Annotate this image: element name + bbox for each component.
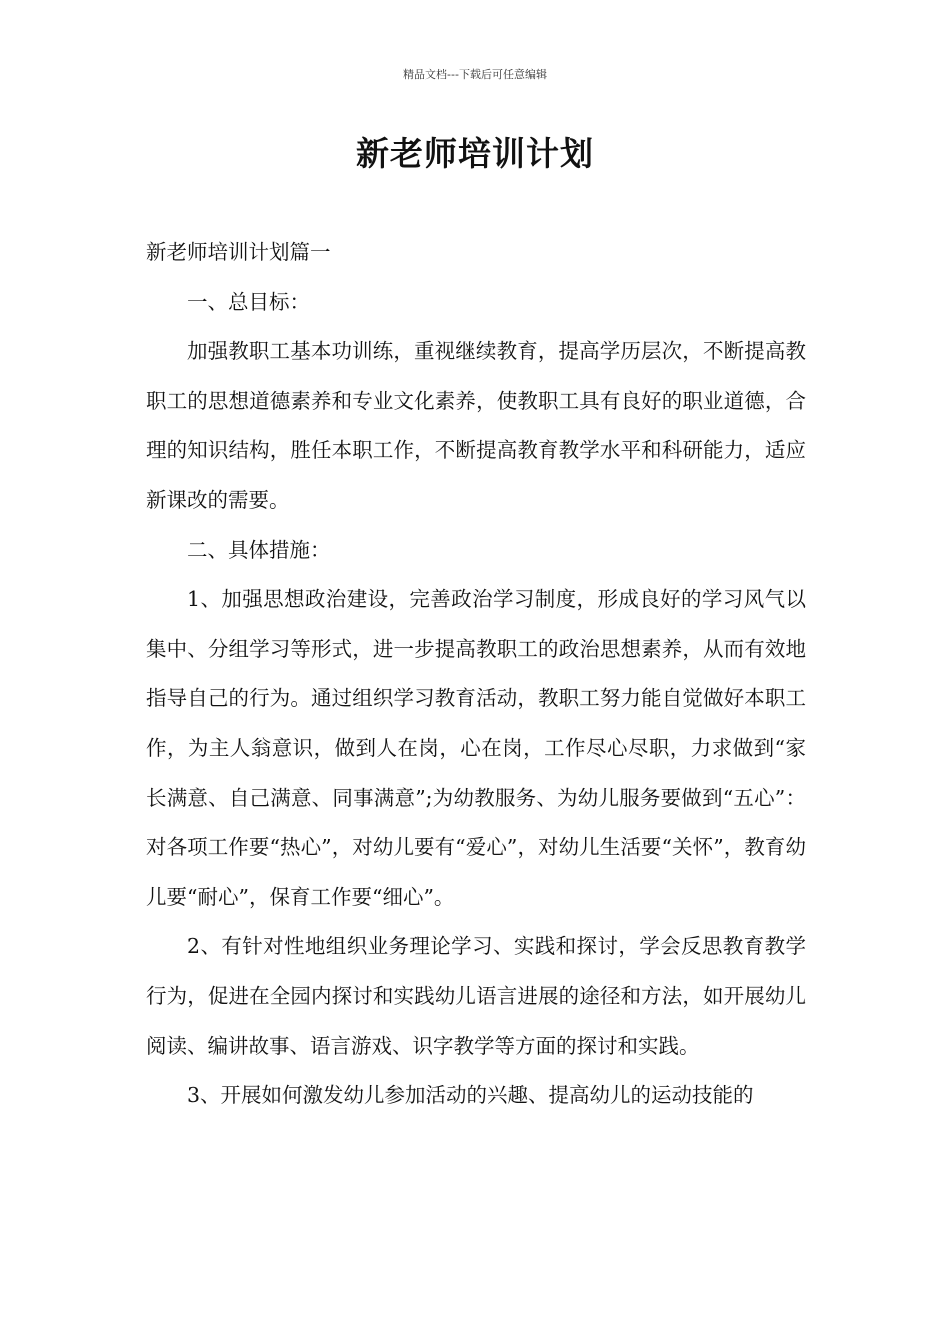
heading-specific-measures: 二、具体措施：: [187, 537, 331, 562]
heading-general-goal: 一、总目标：: [187, 289, 310, 314]
document-body: [146, 228, 806, 1121]
paragraph-measure-1: 1、加强思想政治建设，完善政治学习制度，形成良好的学习风气以集中、分组学习等形式，进一步提高教职工的政治思想素养，从而有效地指导自己的行为。通过组织学习教育活动，教职工努力能自觉做好本职工作，为主人翁意识，做到人在岗，心在岗，工作尽心尽职，力求做到“家长满意、自己满意、同事满意”;为幼教服务、为幼儿服务要做到“五心”：对各项工作要“热心”，对幼儿要有“爱心”，对幼儿生活要“关怀”，教育幼儿要“耐心”，保育工作要“细心”。: [146, 587, 806, 909]
paragraph-goal-body: 加强教职工基本功训练，重视继续教育，提高学历层次，不断提高教职工的思想道德素养和专业文化素养，使教职工具有良好的职业道德，合理的知识结构，胜任本职工作，不断提高教育教学水平和科研能力，适应新课改的需要。: [146, 339, 806, 512]
paragraph-measure-2: 2、有针对性地组织业务理论学习、实践和探讨，学会反思教育教学行为，促进在全园内探讨和实践幼儿语言进展的途径和方法，如开展幼儿阅读、编讲故事、语言游戏、识字教学等方面的探讨和实践。: [146, 934, 806, 1058]
document-title: 新老师培训计划: [356, 134, 594, 173]
paragraph-measure-3: 3、开展如何激发幼儿参加活动的兴趣、提高幼儿的运动技能的: [187, 1083, 754, 1108]
section-heading: 新老师培训计划篇一: [146, 240, 331, 264]
header-note: 精品文档---下载后可任意编辑: [403, 68, 547, 81]
